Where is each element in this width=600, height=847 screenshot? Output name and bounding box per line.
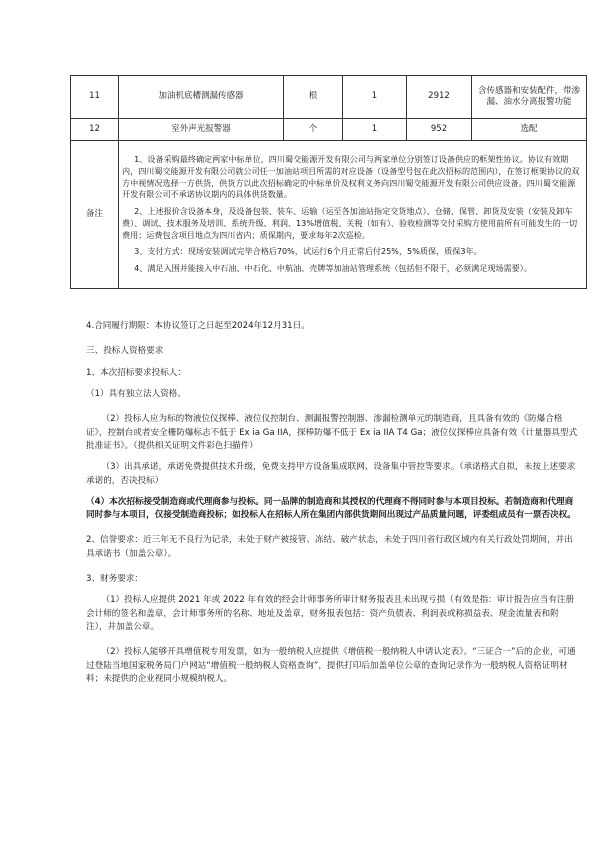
requirement-item: （1）投标人应提供 2021 年或 2022 年有效的经会计师事务所审计财务报表且未出现亏损（有效是指：审计报告应当有注册会计师的签名和盖章，会计师事务所的名称、地址及盖章，财务报表包括：资产负债表、利润表或称损益表、现金流量表和附注），并加盖公章。: [86, 595, 575, 632]
item-quantity: 1: [343, 119, 407, 141]
item-remark: 选配: [472, 119, 587, 141]
requirement-heading: 2、信誉要求：近三年无不良行为记录，未处于财产被接管、冻结、破产状态，未处于四川省行政区域内有关行政处罚期间，并出具承诺书（加盖公章）。: [86, 535, 573, 559]
item-quantity: 1: [343, 76, 407, 119]
item-unit: 根: [284, 76, 343, 119]
requirement-heading: 1、本次招标要求投标人：: [86, 367, 186, 378]
table-row: [71, 76, 587, 119]
requirement-item: （3）出具承诺，承诺免费提供技术升级，免费支持甲方设备集成联网、设备集中管控等要求。（承诺格式自拟，未按上述要求承诺的，否决投标）: [86, 462, 576, 486]
row-number: 12: [71, 119, 119, 141]
item-price: 952: [407, 119, 472, 141]
equipment-table: [70, 75, 587, 289]
item-price: 2912: [407, 76, 472, 119]
table-row: [71, 119, 587, 141]
item-remark: 含传感器和安装配件，带渗漏、油水分离报警功能: [472, 76, 587, 119]
section-heading: 三、投标人资格要求: [86, 346, 164, 357]
contract-term: 4.合同履行期限：本协议签订之日起至2024年12月31日。: [86, 321, 310, 331]
note-item: 3、支付方式：现场安装调试完毕合格后70%，试运行6个月正常后付25%，5%质保，质保3年。: [134, 246, 482, 257]
note-item: 2、上述报价含设备本身，及设备包装、装车、运输（运至各加油站指定交货地点）、仓储、保管、卸货及安装（安装及卸车费）、调试、技术服务及培训、系统升级、利润、13%增值税、关税（如有）、验收检测等交付采购方使用前所有可能发生的一切费用；运费包含项目地点为四川省内；质保期内，要求每年2次巡检。: [122, 206, 578, 240]
requirement-item: （1）具有独立法人资格。: [86, 388, 186, 399]
notes-label: 备注: [71, 141, 119, 289]
item-unit: 个: [284, 119, 343, 141]
row-number: 11: [71, 76, 119, 119]
requirement-item: （2）投标人应为标的物液位仪探棒、液位仪控制台、测漏报警控制器、渗漏检测单元的制造商，且具备有效的《防爆合格证》，控制台或者安全栅防爆标志不低于 Ex ia Ga IIA，探棒防爆不低于 Ex ia IIA T4 Ga；液位仪探棒应具备有效《计量器具型式批准证书》。（提供相关证明文件彩色扫描件）: [86, 414, 578, 451]
requirement-heading: 3、财务要求：: [86, 574, 144, 585]
requirement-item: （2）投标人能够开具增值税专用发票，如为一般纳税人应提供《增值税一般纳税人申请认定表》。“三证合一”后的企业，可通过登陆当地国家税务局门户网站“增值税一般纳税人资格查询”，提供打印后加盖单位公章的查询记录作为一般纳税人资格证明材料；未提供的企业视同小规模纳税人。: [86, 647, 576, 684]
notes-content: [119, 141, 587, 289]
notes-row: [71, 141, 587, 289]
item-name: 加油机底槽测漏传感器: [119, 76, 284, 119]
document-body: [86, 320, 578, 686]
requirement-item: （4）本次招标接受制造商或代理商参与投标。同一品牌的制造商和其授权的代理商不得同时参与本项目投标。若制造商和代理商同时参与本项目，仅接受制造商投标；如投标人在招标人所在集团内部供货期间出现过产品质量问题，评委组成员有一票否决权。: [86, 496, 576, 521]
item-name: 室外声光报警器: [119, 119, 284, 141]
note-item: 1、设备采购最终确定两家中标单位，四川蜀交能源开发有限公司与两家单位分别签订设备供应的框架性协议。协议有效期内，四川蜀交能源开发有限公司就公司任一加油站项目所需的对应设备（设备型号包在此次招标的范围内），在签订框架协议的双方中视情况选择一方供货，供货方以此次招标确定的中标单价及权利义务向四川蜀交能源开发有限公司供应设备。四川蜀交能源开发有限公司不承诺协议期内的具体供货数量。: [122, 154, 580, 200]
note-item: 4、满足入围并能接入中石油、中石化、中航油、壳牌等加油站管理系统（包括但不限于，必须满足现场需要）。: [134, 263, 532, 274]
